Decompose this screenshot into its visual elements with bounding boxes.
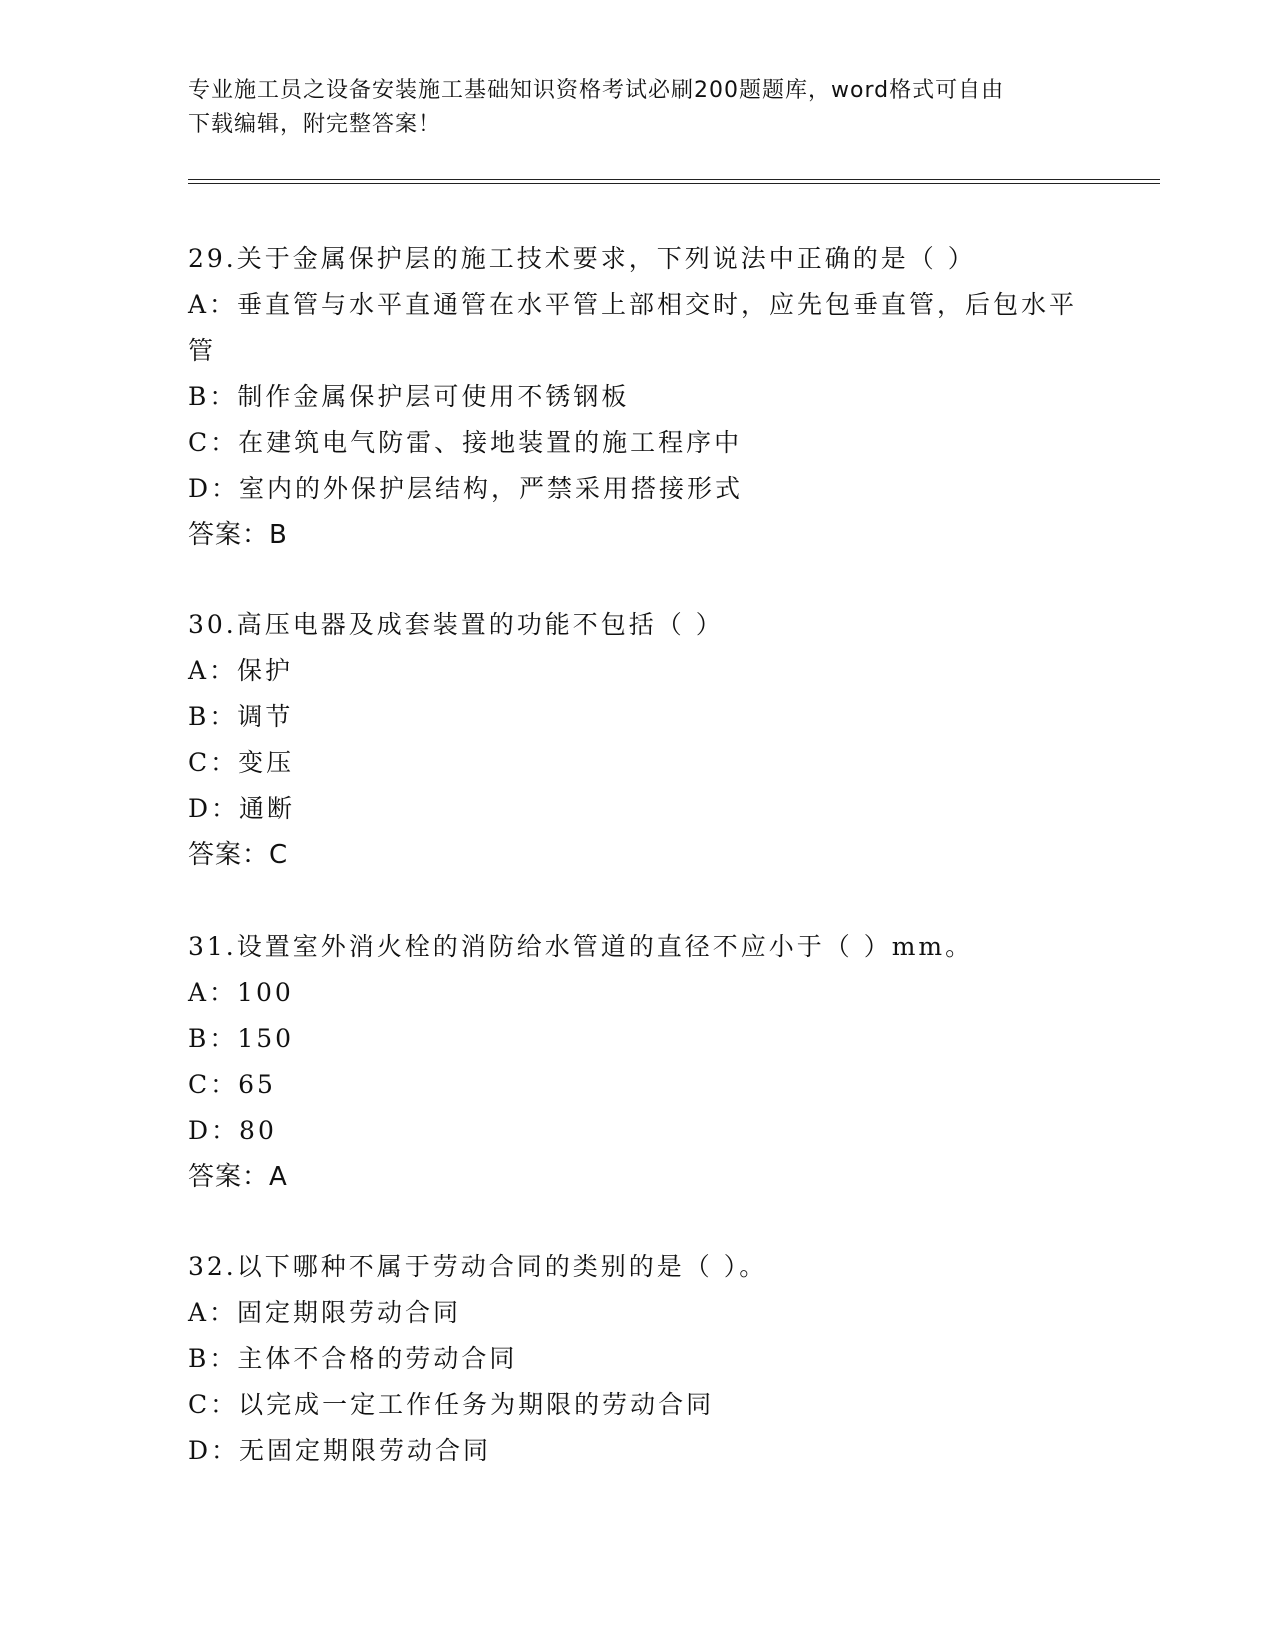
question-30 bbox=[188, 602, 1148, 878]
question-31 bbox=[188, 924, 1148, 1200]
option-c: C：在建筑电气防雷、接地装置的施工程序中 bbox=[188, 428, 743, 457]
question-stem: 32.以下哪种不属于劳动合同的类别的是（ ）。 bbox=[188, 1252, 768, 1281]
option-d: D：无固定期限劳动合同 bbox=[188, 1436, 492, 1465]
answer-label: 答案：A bbox=[188, 1162, 288, 1192]
option-a: A：固定期限劳动合同 bbox=[188, 1298, 462, 1327]
option-c: C：以完成一定工作任务为期限的劳动合同 bbox=[188, 1390, 715, 1419]
answer-label: 答案：C bbox=[188, 840, 289, 870]
option-c: C：变压 bbox=[188, 748, 295, 777]
option-d: D：80 bbox=[188, 1116, 277, 1145]
option-b: B：调节 bbox=[188, 702, 294, 731]
option-d: D：室内的外保护层结构，严禁采用搭接形式 bbox=[188, 474, 744, 503]
question-stem: 29.关于金属保护层的施工技术要求，下列说法中正确的是（ ） bbox=[188, 244, 976, 273]
question-29 bbox=[188, 236, 1148, 558]
option-a: A：保护 bbox=[188, 656, 294, 685]
document-header bbox=[188, 74, 1088, 142]
option-a: A：100 bbox=[188, 978, 294, 1007]
answer-label: 答案：B bbox=[188, 520, 288, 550]
header-line-1: 专业施工员之设备安装施工基础知识资格考试必刷200题题库，word格式可自由 bbox=[188, 78, 1005, 103]
header-line-2: 下载编辑，附完整答案！ bbox=[188, 112, 442, 137]
option-d: D：通断 bbox=[188, 794, 296, 823]
option-c: C：65 bbox=[188, 1070, 276, 1099]
question-32 bbox=[188, 1244, 1148, 1474]
header-divider-bottom bbox=[188, 183, 1160, 184]
question-stem: 31.设置室外消火栓的消防给水管道的直径不应小于（ ）mm。 bbox=[188, 932, 974, 961]
header-divider-top bbox=[188, 179, 1160, 180]
option-a: A：垂直管与水平直通管在水平管上部相交时，应先包垂直管，后包水平管 bbox=[188, 290, 1078, 365]
option-b: B：制作金属保护层可使用不锈钢板 bbox=[188, 382, 630, 411]
option-b: B：150 bbox=[188, 1024, 295, 1053]
option-b: B：主体不合格的劳动合同 bbox=[188, 1344, 518, 1373]
question-stem: 30.高压电器及成套装置的功能不包括（ ） bbox=[188, 610, 724, 639]
